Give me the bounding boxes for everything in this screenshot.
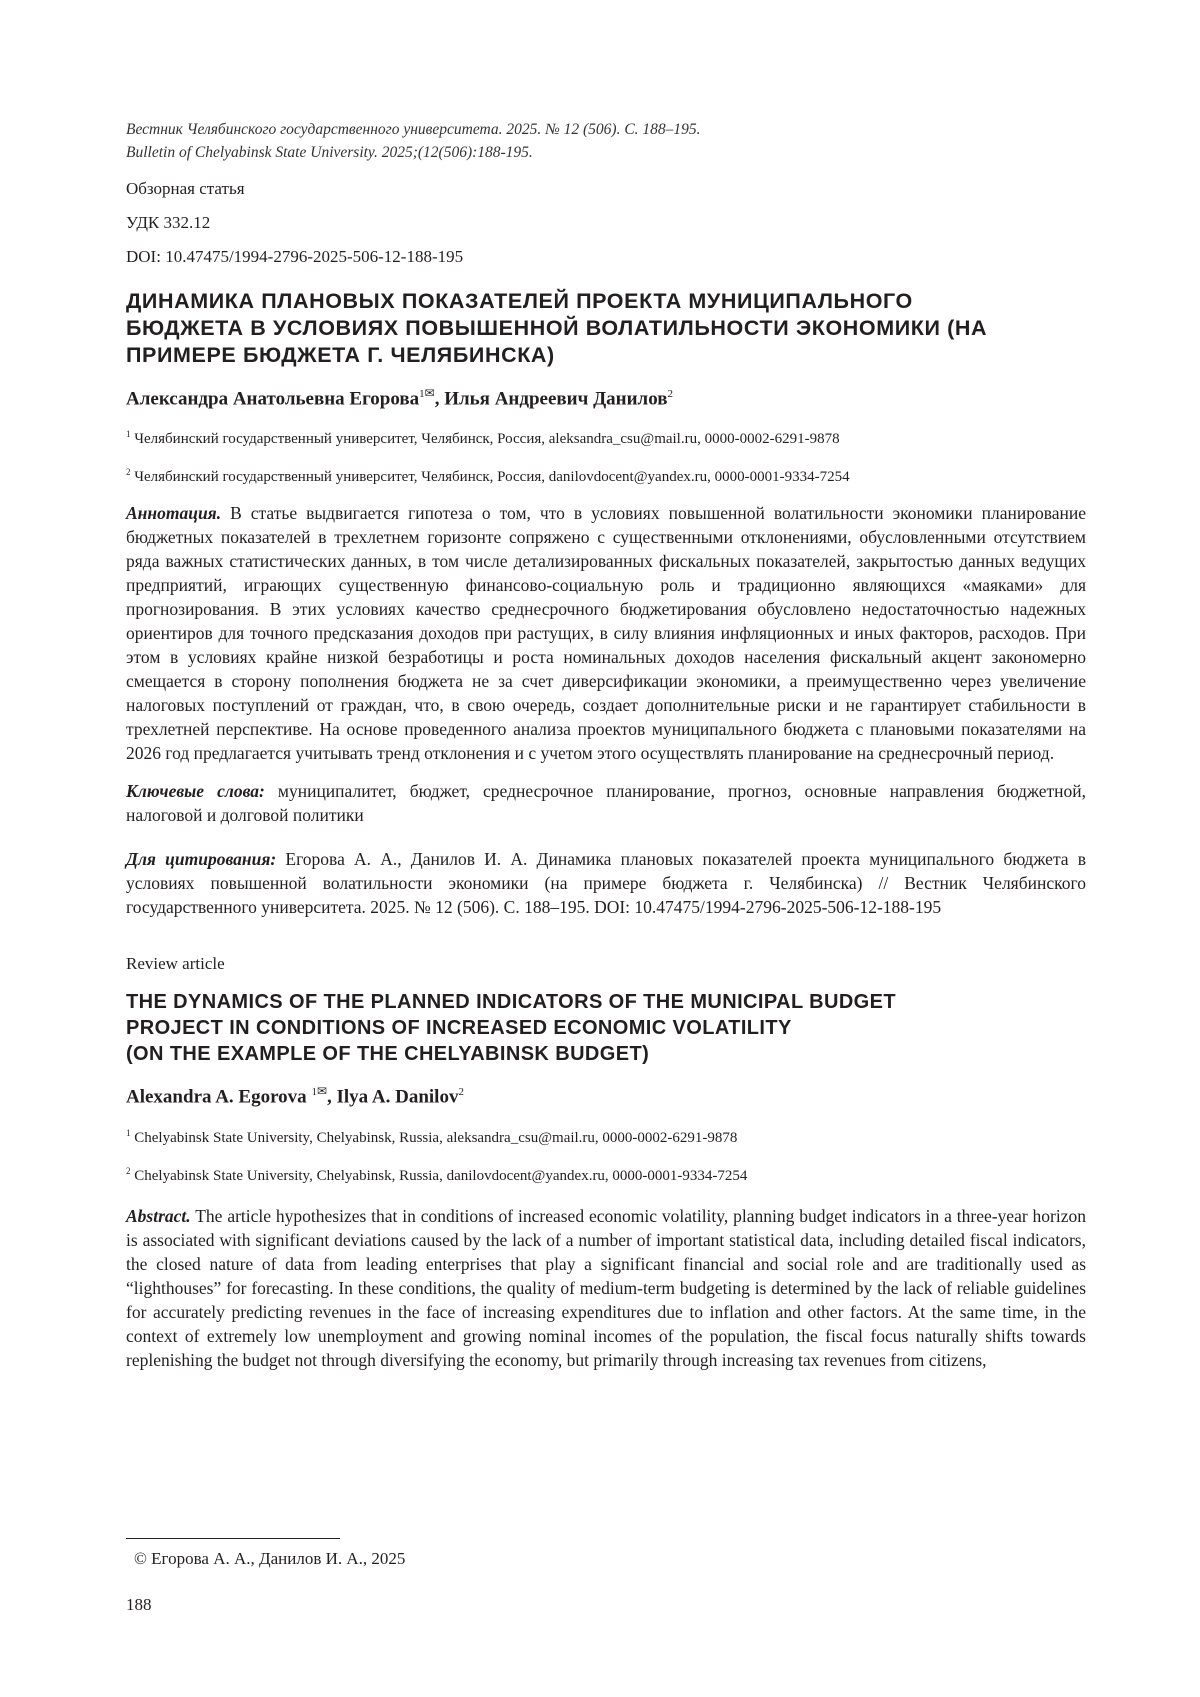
title-line: THE DYNAMICS OF THE PLANNED INDICATORS OF THE MUNICIPAL BUDGET (126, 991, 896, 1014)
affiliation-number: 2 (126, 467, 131, 478)
author-name: Alexandra A. Egorova (126, 1086, 307, 1108)
affiliation-en (126, 1123, 1086, 1148)
citation-ru (126, 847, 1086, 919)
footnote-divider (126, 1538, 340, 1539)
affiliation-text: Chelyabinsk State University, Chelyabinsk, Russia, danilovdocent@yandex.ru, 0000-0001-9334-7254 (134, 1167, 748, 1184)
abstract-ru (126, 501, 1086, 765)
article-title-en (126, 989, 1086, 1067)
affiliation-ru (126, 424, 1086, 449)
affiliation-ru (126, 462, 1086, 487)
affiliation-number: 2 (126, 1165, 131, 1176)
authors-ru (126, 381, 1086, 411)
affiliation-text: Челябинский государственный университет, Челябинск, Россия, danilovdocent@yandex.ru, 0000-0001-9334-7254 (134, 469, 850, 486)
author-affil-number: 1 (311, 1086, 317, 1099)
keywords-text: муниципалитет, бюджет, среднесрочное планирование, прогноз, основные направления бюджетной, налоговой и долговой политики (126, 781, 1087, 826)
article-type-en: Review article (126, 954, 225, 974)
journal-reference-en: Bulletin of Chelyabinsk State University. 2025;(12(506):188-195. (126, 144, 533, 161)
affiliation-number: 1 (126, 1127, 131, 1138)
citation-label: Для цитирования: (126, 849, 277, 870)
article-title-ru: ДИНАМИКА ПЛАНОВЫХ ПОКАЗАТЕЛЕЙ ПРОЕКТА МУНИЦИПАЛЬНОГО БЮДЖЕТА В УСЛОВИЯХ ПОВЫШЕННОЙ ВОЛАТИЛЬНОСТИ ЭКОНОМИКИ (НА ПРИМЕРЕ БЮДЖЕТА Г. ЧЕЛЯБИНСКА) (126, 289, 988, 367)
copyright-notice: © Егорова А. А., Данилов И. А., 2025 (134, 1549, 406, 1568)
udk-code: УДК 332.12 (126, 213, 211, 232)
author-affil-number: 1 (419, 388, 425, 400)
affiliation-en (126, 1161, 1086, 1186)
article-page (126, 118, 1086, 1372)
abstract-en (126, 1204, 1086, 1372)
envelope-icon: ✉ (316, 1084, 327, 1099)
title-line: PROJECT IN CONDITIONS OF INCREASED ECONOMIC VOLATILITY (126, 1017, 792, 1040)
title-line: (ON THE EXAMPLE OF THE CHELYABINSK BUDGET) (126, 1043, 650, 1066)
author-affil-number: 2 (458, 1086, 464, 1099)
citation-text: Егорова А. А., Данилов И. А. Динамика плановых показателей проекта муниципального бюджета в условиях повышенной волатильности экономики (на примере бюджета г. Челябинска) // Вестник Челябинского государственного университета. 2025. № 12 (506). С. 188–195. DOI: 10.47475/1994-2796-2025-506-12-188-195 (126, 849, 1087, 918)
page-number: 188 (126, 1595, 152, 1614)
keywords-label: Ключевые слова: (126, 781, 265, 802)
author-name: Александра Анатольевна Егорова (126, 388, 420, 410)
author-affil-number: 2 (667, 388, 674, 400)
affiliation-number: 1 (126, 429, 131, 440)
abstract-text: The article hypothesizes that in conditions of increased economic volatility, planning budget indicators in a three-year horizon is associated with significant deviations caused by the lack of a number of important statistical data, including detailed fiscal indicators, the closed nature of data from leading enterprises that play a significant financial and social role and are traditionally used as “lighthouses” for forecasting. In these conditions, the quality of medium-term budgeting is determined by the lack of reliable guidelines for accurately predicting revenues in the face of increasing expenditures due to inflation and other factors. At the same time, in the context of extremely low unemployment and growing nominal incomes of the population, the fiscal focus naturally shifts towards replenishing the budget not through diversifying the economy, but primarily through increasing tax revenues from citizens, (126, 1205, 1086, 1370)
affiliation-text: Chelyabinsk State University, Chelyabinsk, Russia, aleksandra_csu@mail.ru, 0000-0002-6291-9878 (134, 1129, 738, 1146)
abstract-label: Abstract. (126, 1205, 191, 1226)
keywords-ru (126, 779, 1086, 827)
author-separator: , (327, 1086, 337, 1108)
abstract-label: Аннотация. (126, 503, 222, 524)
author-name: Илья Андреевич Данилов (444, 388, 668, 410)
abstract-text: В статье выдвигается гипотеза о том, что в условиях повышенной волатильности экономики планирование бюджетных показателей в трехлетнем горизонте сопряжено с существенными отклонениями, обусловленными отсутствием ряда важных статистических данных, в том числе детализированных фискальных показателей, закрытостью данных ведущих предприятий, играющих существенную финансово-социальную роль и традиционно являющихся «маяками» для прогнозирования. В этих условиях качество среднесрочного бюджетирования обусловлено недостаточностью надежных ориентиров для точного предсказания доходов при растущих, в силу влияния инфляционных и иных факторов, расходов. При этом в условиях крайне низкой безработицы и роста номинальных доходов населения фискальный акцент закономерно смещается в сторону пополнения бюджета не за счет диверсификации экономики, а преимущественно через увеличение налоговых поступлений от граждан, что, в свою очередь, создает дополнительные риски и не гарантирует стабильности в трехлетней перспективе. На основе проведенного анализа проектов муниципального бюджета с плановыми показателями на 2026 год предлагается учитывать тренд отклонения и с учетом этого осуществлять планирование на среднесрочный период. (126, 503, 1086, 764)
author-separator: , (434, 388, 445, 410)
affiliation-text: Челябинский государственный университет, Челябинск, Россия, aleksandra_csu@mail.ru, 0000-0002-6291-9878 (134, 431, 840, 448)
author-name: Ilya A. Danilov (336, 1086, 459, 1108)
article-type-ru: Обзорная статья (126, 179, 245, 198)
envelope-icon: ✉ (424, 386, 435, 400)
authors-en (126, 1079, 1086, 1109)
doi: DOI: 10.47475/1994-2796-2025-506-12-188-195 (126, 247, 464, 266)
journal-reference-ru: Вестник Челябинского государственного университета. 2025. № 12 (506). С. 188–195. (126, 121, 701, 138)
